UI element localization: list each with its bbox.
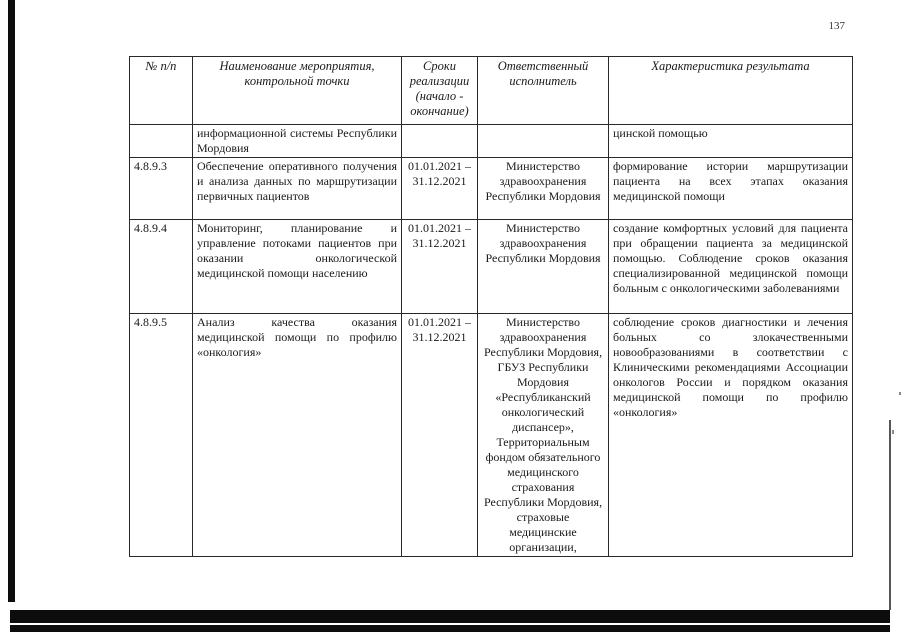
header-dates: Сроки реализации (начало - окончание) (402, 57, 478, 125)
scan-left-edge (8, 0, 15, 602)
row-activity: информационной системы Республики Мордовия (193, 125, 402, 158)
table-header-row (130, 57, 853, 125)
row-dates: 01.01.2021 – 31.12.2021 (402, 220, 478, 314)
table-row (130, 158, 853, 220)
scan-speck (899, 392, 901, 395)
header-executor: Ответственный исполнитель (478, 57, 609, 125)
row-executor (478, 125, 609, 158)
row-dates: 01.01.2021 – 31.12.2021 (402, 314, 478, 557)
row-executor: Министерство здравоохранения Республики Мордовия (478, 158, 609, 220)
row-result: формирование истории маршрутизации пациента на всех этапах оказания медицинской помощи (609, 158, 853, 220)
scan-speck (892, 430, 894, 434)
header-number: № п/п (130, 57, 193, 125)
row-activity: Мониторинг, планирование и управление потоками пациентов при оказании онкологической медицинской помощи населению (193, 220, 402, 314)
page-number: 137 (828, 20, 845, 32)
row-dates (402, 125, 478, 158)
row-executor: Министерство здравоохранения Республики Мордовия, ГБУЗ Республики Мордовия «Республиканский онкологический диспансер», Территориальным фондом обязательного медицинского страхования Республики Мордовия, страховые медицинские организации, (478, 314, 609, 557)
row-number (130, 125, 193, 158)
row-number: 4.8.9.3 (130, 158, 193, 220)
table-row (130, 125, 853, 158)
row-dates: 01.01.2021 – 31.12.2021 (402, 158, 478, 220)
row-executor: Министерство здравоохранения Республики Мордовия (478, 220, 609, 314)
row-number: 4.8.9.4 (130, 220, 193, 314)
row-activity: Анализ качества оказания медицинской помощи по профилю «онкология» (193, 314, 402, 557)
table-row (130, 314, 853, 557)
row-result: цинской помощью (609, 125, 853, 158)
scan-bottom-edge (10, 610, 890, 632)
scan-bottom-gap (10, 623, 890, 625)
scan-right-edge (889, 420, 891, 610)
table-row (130, 220, 853, 314)
header-activity: Наименование мероприятия, контрольной точки (193, 57, 402, 125)
plan-table (129, 56, 853, 557)
row-result: создание комфортных условий для пациента при обращении пациента за медицинской помощью. Соблюдение сроков оказания специализированной медицинской помощи больным с онкологическими заболеваниями (609, 220, 853, 314)
row-number: 4.8.9.5 (130, 314, 193, 557)
row-activity: Обеспечение оперативного получения и анализа данных по маршрутизации первичных пациентов (193, 158, 402, 220)
row-result: соблюдение сроков диагностики и лечения больных со злокачественными новообразованиями в соответствии с Клиническими рекомендациями Ассоциации онкологов России и порядком оказания медицинской помощи по профилю «онкология» (609, 314, 853, 557)
header-result: Характеристика результата (609, 57, 853, 125)
